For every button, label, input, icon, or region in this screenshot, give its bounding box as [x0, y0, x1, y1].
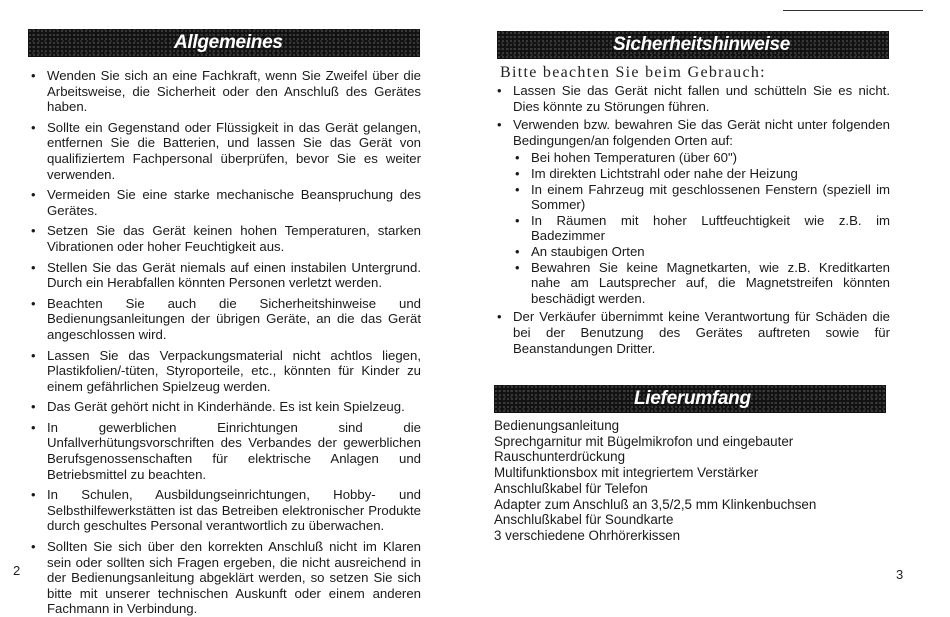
bullet-dot-icon: • — [31, 487, 36, 503]
list-item: • In Schulen, Ausbildungseinrichtungen, Hobby- und Selbsthilfewerkstätten ist das Betreiben elektronischer Produkte durch geschultes Personal verantwortlich zu überwachen. — [31, 487, 421, 534]
list-item: • Lassen Sie das Verpackungsmaterial nicht achtlos liegen, Plastikfolien/-tüten, Styroporteile, etc., könnten für Kinder zu einem gefährlichen Spielzeug werden. — [31, 347, 421, 394]
top-rule — [783, 10, 923, 11]
bullet-dot-icon: • — [31, 187, 36, 203]
sub-list-item: • Bewahren Sie keine Magnetkarten, wie z.B. Kreditkarten nahe am Lautsprecher auf, die Magnetstreifen könnten beschädigt werden. — [515, 259, 890, 306]
bullet-dot-icon: • — [31, 419, 36, 435]
sicherheit-list — [494, 83, 890, 356]
allgemeines-title: Allgemeines — [174, 32, 283, 53]
bullet-dot-icon: • — [31, 68, 36, 83]
bullet-dot-icon: • — [31, 399, 36, 415]
sicherheitshinweise-title: Sicherheitshinweise — [613, 34, 790, 55]
bullet-dot-icon: • — [515, 150, 520, 166]
sub-list-item: • An staubigen Orten — [515, 243, 645, 259]
page-number-left: 2 — [13, 563, 21, 578]
bullet-dot-icon: • — [31, 119, 36, 135]
list-item: • Stellen Sie das Gerät niemals auf einen instabilen Untergrund. Durch ein Herabfallen könnten Personen verletzt werden. — [31, 259, 421, 291]
bullet-dot-icon: • — [515, 165, 520, 181]
delivery-item: Sprechgarnitur mit Bügelmikrofon und eingebauter — [494, 433, 794, 449]
sub-list-item: • In einem Fahrzeug mit geschlossenen Fenstern (speziell im Sommer) — [515, 181, 890, 213]
bullet-dot-icon: • — [31, 347, 36, 363]
bullet-dot-icon: • — [515, 212, 520, 228]
allgemeines-list — [28, 68, 421, 617]
bullet-dot-icon: • — [31, 295, 36, 311]
list-item: • In gewerblichen Einrichtungen sind die Unfallverhütungsvorschriften des Verbandes der gewerblichen Berufsgenossenschaften für elektrische Anlagen und Betriebsmittel zu beachten. — [31, 419, 421, 482]
sub-list-item: • Bei hohen Temperaturen (über 60") — [515, 150, 738, 166]
list-item: • Lassen Sie das Gerät nicht fallen und schütteln Sie es nicht. Dies könnte zu Störungen führen. — [497, 83, 890, 114]
bullet-dot-icon: • — [497, 309, 502, 325]
list-item: • Das Gerät gehört nicht in Kinderhände. Es ist kein Spielzeug. — [31, 399, 405, 415]
list-item: • Verwenden bzw. bewahren Sie das Gerät nicht unter folgenden Bedingungen/an folgenden Orten auf: — [497, 117, 890, 148]
intro-heading: Bitte beachten Sie beim Gebrauch: — [500, 64, 766, 81]
sub-list-item: • In Räumen mit hoher Luftfeuchtigkeit wie z.B. im Badezimmer — [515, 212, 890, 244]
bullet-dot-icon: • — [515, 243, 520, 259]
lieferumfang-list — [494, 418, 894, 544]
delivery-item: Bedienungsanleitung — [494, 418, 620, 433]
list-item: • Sollten Sie sich über den korrekten Anschluß nicht im Klaren sein oder sollten sich Fragen ergeben, die nicht ausreichend in der Bedienungsanleitung abgeklärt werden, so setzen Sie sich bitte mit unserer technischen Auskunft oder einem anderen Fachmann in Verbindung. — [31, 539, 421, 617]
lieferumfang-banner — [494, 385, 886, 413]
delivery-item: Multifunktionsbox mit integriertem Verstärker — [494, 465, 759, 481]
delivery-item: Rauschunterdrückung — [494, 449, 626, 465]
bullet-dot-icon: • — [515, 259, 520, 275]
list-item: • Setzen Sie das Gerät keinen hohen Temperaturen, starken Vibrationen oder hoher Feuchtigkeit aus. — [31, 223, 421, 254]
sicherheitshinweise-banner — [497, 31, 889, 59]
sub-list-item: • Im direkten Lichtstrahl oder nahe der Heizung — [515, 165, 798, 181]
list-item: • Beachten Sie auch die Sicherheitshinweise und Bedienungsanleitungen der übrigen Geräte, an die das Gerät angeschlossen wird. — [31, 295, 421, 342]
list-item: • Vermeiden Sie eine starke mechanische Beanspruchung des Gerätes. — [31, 187, 421, 218]
bullet-dot-icon: • — [497, 83, 502, 98]
delivery-item: Adapter zum Anschluß an 3,5/2,5 mm Klinkenbuchsen — [494, 496, 817, 512]
delivery-item: Anschlußkabel für Telefon — [494, 480, 648, 496]
list-item: • Der Verkäufer übernimmt keine Verantwortung für Schäden die bei der Benutzung des Gerätes auftreten sowie für Beanstandungen Dritter. — [497, 309, 890, 356]
allgemeines-banner — [28, 29, 420, 57]
list-item: • Wenden Sie sich an eine Fachkraft, wenn Sie Zweifel über die Arbeitsweise, die Sicherheit oder den Anschluß des Gerätes haben. — [31, 68, 421, 115]
bullet-dot-icon: • — [31, 223, 36, 239]
delivery-item: Anschlußkabel für Soundkarte — [494, 512, 674, 528]
bullet-dot-icon: • — [515, 181, 520, 197]
list-item: • Sollte ein Gegenstand oder Flüssigkeit in das Gerät gelangen, entfernen Sie die Batterien, und lassen Sie das Gerät von qualifiziertem Fachpersonal überprüfen, bevor Sie es weiter verwenden. — [31, 119, 421, 182]
bullet-dot-icon: • — [497, 117, 502, 133]
bullet-dot-icon: • — [31, 539, 36, 555]
delivery-item: 3 verschiedene Ohrhörerkissen — [494, 527, 681, 543]
bullet-dot-icon: • — [31, 259, 36, 275]
page-number-right: 3 — [896, 567, 904, 582]
lieferumfang-title: Lieferumfang — [634, 388, 751, 409]
